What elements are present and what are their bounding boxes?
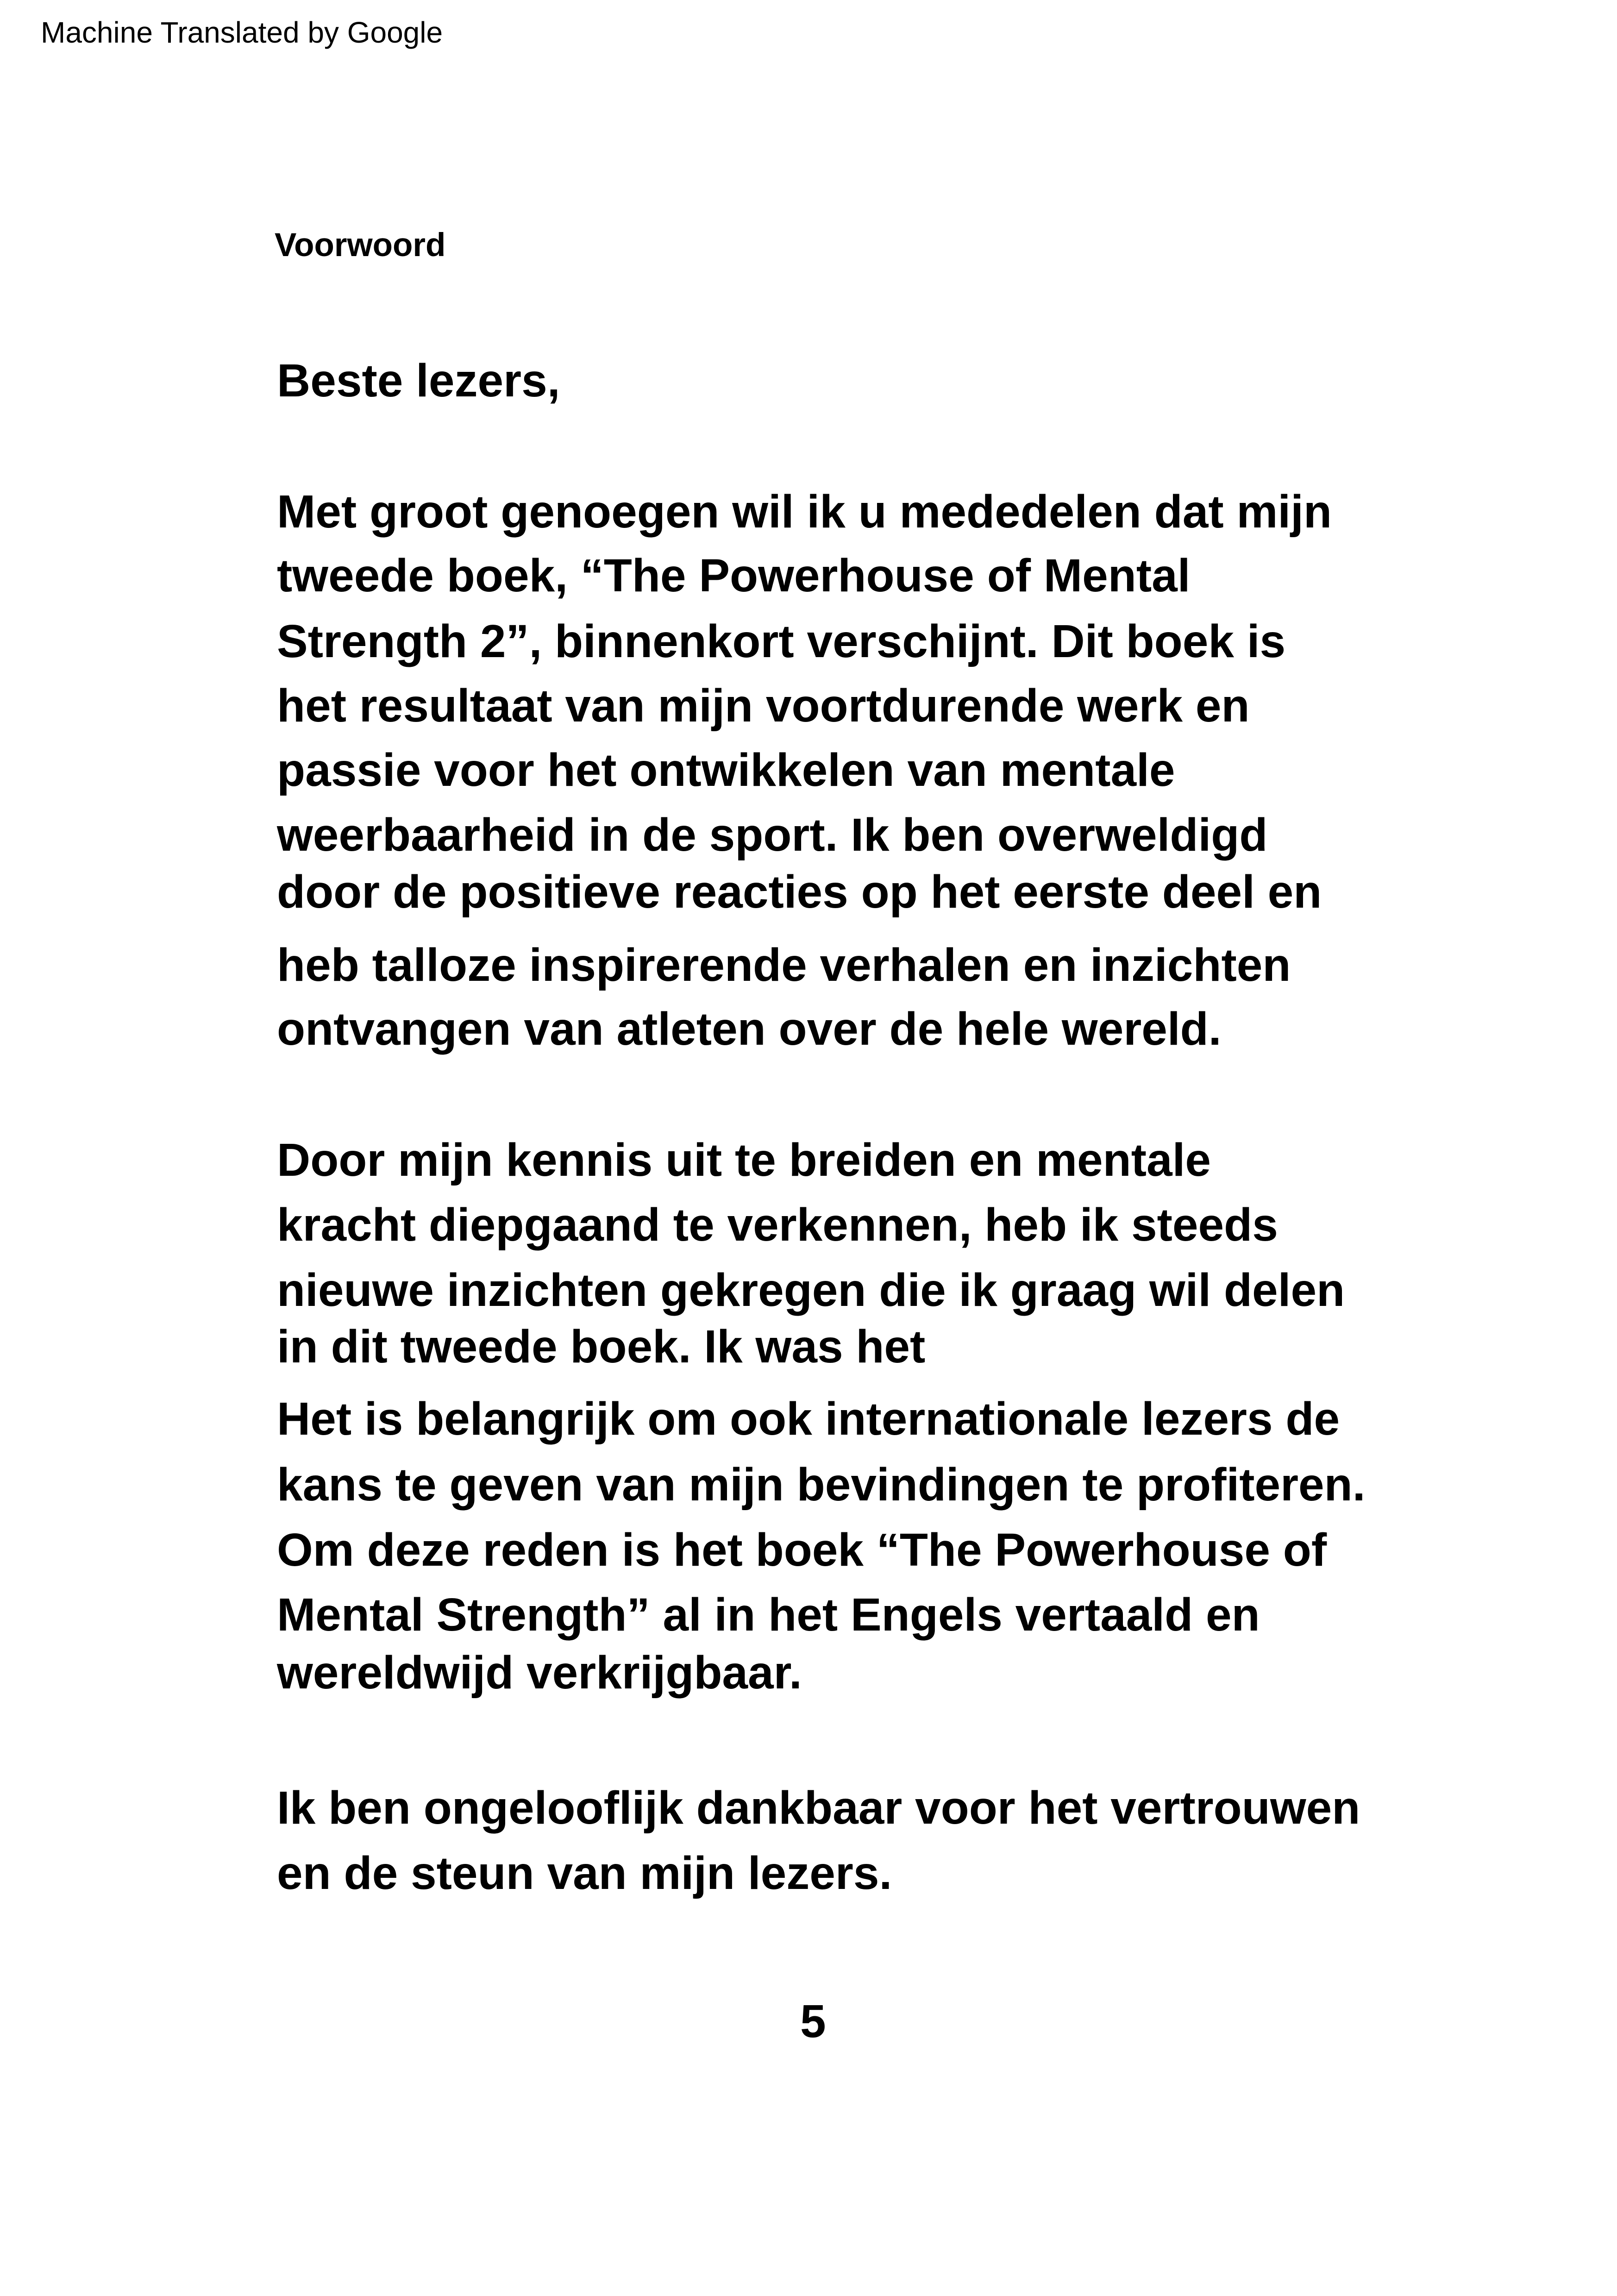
paragraph-line: Met groot genoegen wil ik u mededelen dat mijn	[277, 486, 1332, 538]
paragraph-line: Om deze reden is het boek “The Powerhouse of	[277, 1524, 1327, 1576]
paragraph-line: passie voor het ontwikkelen van mentale	[277, 744, 1175, 796]
paragraph-line: ontvangen van atleten over de hele wereld.	[277, 1003, 1222, 1055]
paragraph-line: Strength 2”, binnenkort verschijnt. Dit boek is	[277, 615, 1286, 667]
paragraph-line: kracht diepgaand te verkennen, heb ik steeds	[277, 1199, 1278, 1251]
paragraph-line: weerbaarheid in de sport. Ik ben overweldigd	[277, 809, 1268, 861]
section-label: Voorwoord	[275, 227, 446, 263]
paragraph-line: wereldwijd verkrijgbaar.	[277, 1647, 802, 1699]
paragraph-line: het resultaat van mijn voortdurende werk en	[277, 680, 1250, 732]
paragraph-line: Het is belangrijk om ook internationale lezers de	[277, 1393, 1340, 1445]
salutation: Beste lezers,	[277, 355, 560, 407]
paragraph-line: Door mijn kennis uit te breiden en mentale	[277, 1134, 1211, 1186]
paragraph-line: door de positieve reacties op het eerste deel en	[277, 866, 1322, 918]
paragraph-line: nieuwe inzichten gekregen die ik graag wil delen	[277, 1264, 1345, 1316]
paragraph-line: Mental Strength” al in het Engels vertaald en	[277, 1589, 1260, 1641]
page-number: 5	[800, 1995, 826, 2047]
paragraph-line: heb talloze inspirerende verhalen en inzichten	[277, 939, 1291, 991]
machine-translation-banner: Machine Translated by Google	[41, 16, 443, 49]
paragraph-line: en de steun van mijn lezers.	[277, 1847, 892, 1899]
paragraph-line: in dit tweede boek. Ik was het	[277, 1321, 926, 1373]
paragraph-line: kans te geven van mijn bevindingen te profiteren.	[277, 1459, 1366, 1511]
paragraph-line: tweede boek, “The Powerhouse of Mental	[277, 550, 1191, 602]
paragraph-line: Ik ben ongelooflijk dankbaar voor het vertrouwen	[277, 1782, 1360, 1834]
